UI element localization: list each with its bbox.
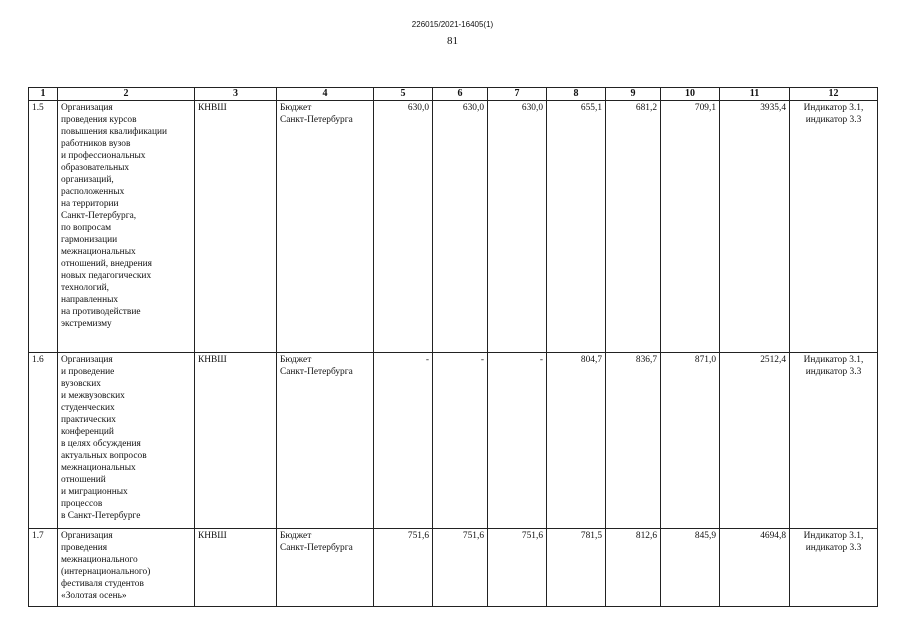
column-header: 5 xyxy=(374,88,433,101)
table-row xyxy=(29,529,878,607)
value-cell: 871,0 xyxy=(661,353,720,529)
total-cell: 4694,8 xyxy=(720,529,790,607)
column-header: 7 xyxy=(488,88,547,101)
value-cell: 845,9 xyxy=(661,529,720,607)
column-header: 11 xyxy=(720,88,790,101)
value-cell: 655,1 xyxy=(547,101,606,353)
funding-source-cell: Бюджет Санкт-Петербурга xyxy=(277,529,374,607)
column-header: 8 xyxy=(547,88,606,101)
funding-source-cell: Бюджет Санкт-Петербурга xyxy=(277,101,374,353)
data-table-container xyxy=(28,87,877,607)
table-row xyxy=(29,101,878,353)
row-number-cell: 1.6 xyxy=(29,353,58,529)
total-cell: 2512,4 xyxy=(720,353,790,529)
activity-name-cell: Организация проведения межнационального (интернационального) фестиваля студентов «Золотая осень» xyxy=(58,529,195,607)
column-header: 3 xyxy=(195,88,277,101)
row-number-cell: 1.5 xyxy=(29,101,58,353)
value-cell: - xyxy=(374,353,433,529)
indicator-cell: Индикатор 3.1, индикатор 3.3 xyxy=(790,101,878,353)
value-cell: 630,0 xyxy=(433,101,488,353)
executor-cell: КНВШ xyxy=(195,101,277,353)
value-cell: 751,6 xyxy=(433,529,488,607)
value-cell: 836,7 xyxy=(606,353,661,529)
value-cell: 804,7 xyxy=(547,353,606,529)
value-cell: - xyxy=(488,353,547,529)
indicator-cell: Индикатор 3.1, индикатор 3.3 xyxy=(790,353,878,529)
document-id: 226015/2021-16405(1) xyxy=(411,20,494,29)
column-header: 1 xyxy=(29,88,58,101)
executor-cell: КНВШ xyxy=(195,353,277,529)
row-number-cell: 1.7 xyxy=(29,529,58,607)
total-cell: 3935,4 xyxy=(720,101,790,353)
value-cell: 709,1 xyxy=(661,101,720,353)
activity-name-cell: Организация проведения курсов повышения квалификации работников вузов и профессиональных образовательных организаций, расположенных на территории Санкт-Петербурга, по вопросам гармонизации межнациональных отношений, внедрения новых педагогических технологий, направленных на противодействие экстремизму xyxy=(58,101,195,353)
value-cell: 751,6 xyxy=(488,529,547,607)
value-cell: 812,6 xyxy=(606,529,661,607)
table-row xyxy=(29,353,878,529)
column-header: 2 xyxy=(58,88,195,101)
value-cell: 630,0 xyxy=(374,101,433,353)
column-header: 4 xyxy=(277,88,374,101)
value-cell: - xyxy=(433,353,488,529)
indicator-cell: Индикатор 3.1, индикатор 3.3 xyxy=(790,529,878,607)
value-cell: 781,5 xyxy=(547,529,606,607)
data-table xyxy=(28,87,878,607)
executor-cell: КНВШ xyxy=(195,529,277,607)
page-number: 81 xyxy=(447,35,458,47)
value-cell: 751,6 xyxy=(374,529,433,607)
column-header: 9 xyxy=(606,88,661,101)
column-header: 6 xyxy=(433,88,488,101)
column-header: 10 xyxy=(661,88,720,101)
activity-name-cell: Организация и проведение вузовских и межвузовских студенческих практических конференций в целях обсуждения актуальных вопросов межнациональных отношений и миграционных процессов в Санкт-Петербурге xyxy=(58,353,195,529)
column-header: 12 xyxy=(790,88,878,101)
funding-source-cell: Бюджет Санкт-Петербурга xyxy=(277,353,374,529)
value-cell: 681,2 xyxy=(606,101,661,353)
value-cell: 630,0 xyxy=(488,101,547,353)
table-header-row xyxy=(29,88,878,101)
